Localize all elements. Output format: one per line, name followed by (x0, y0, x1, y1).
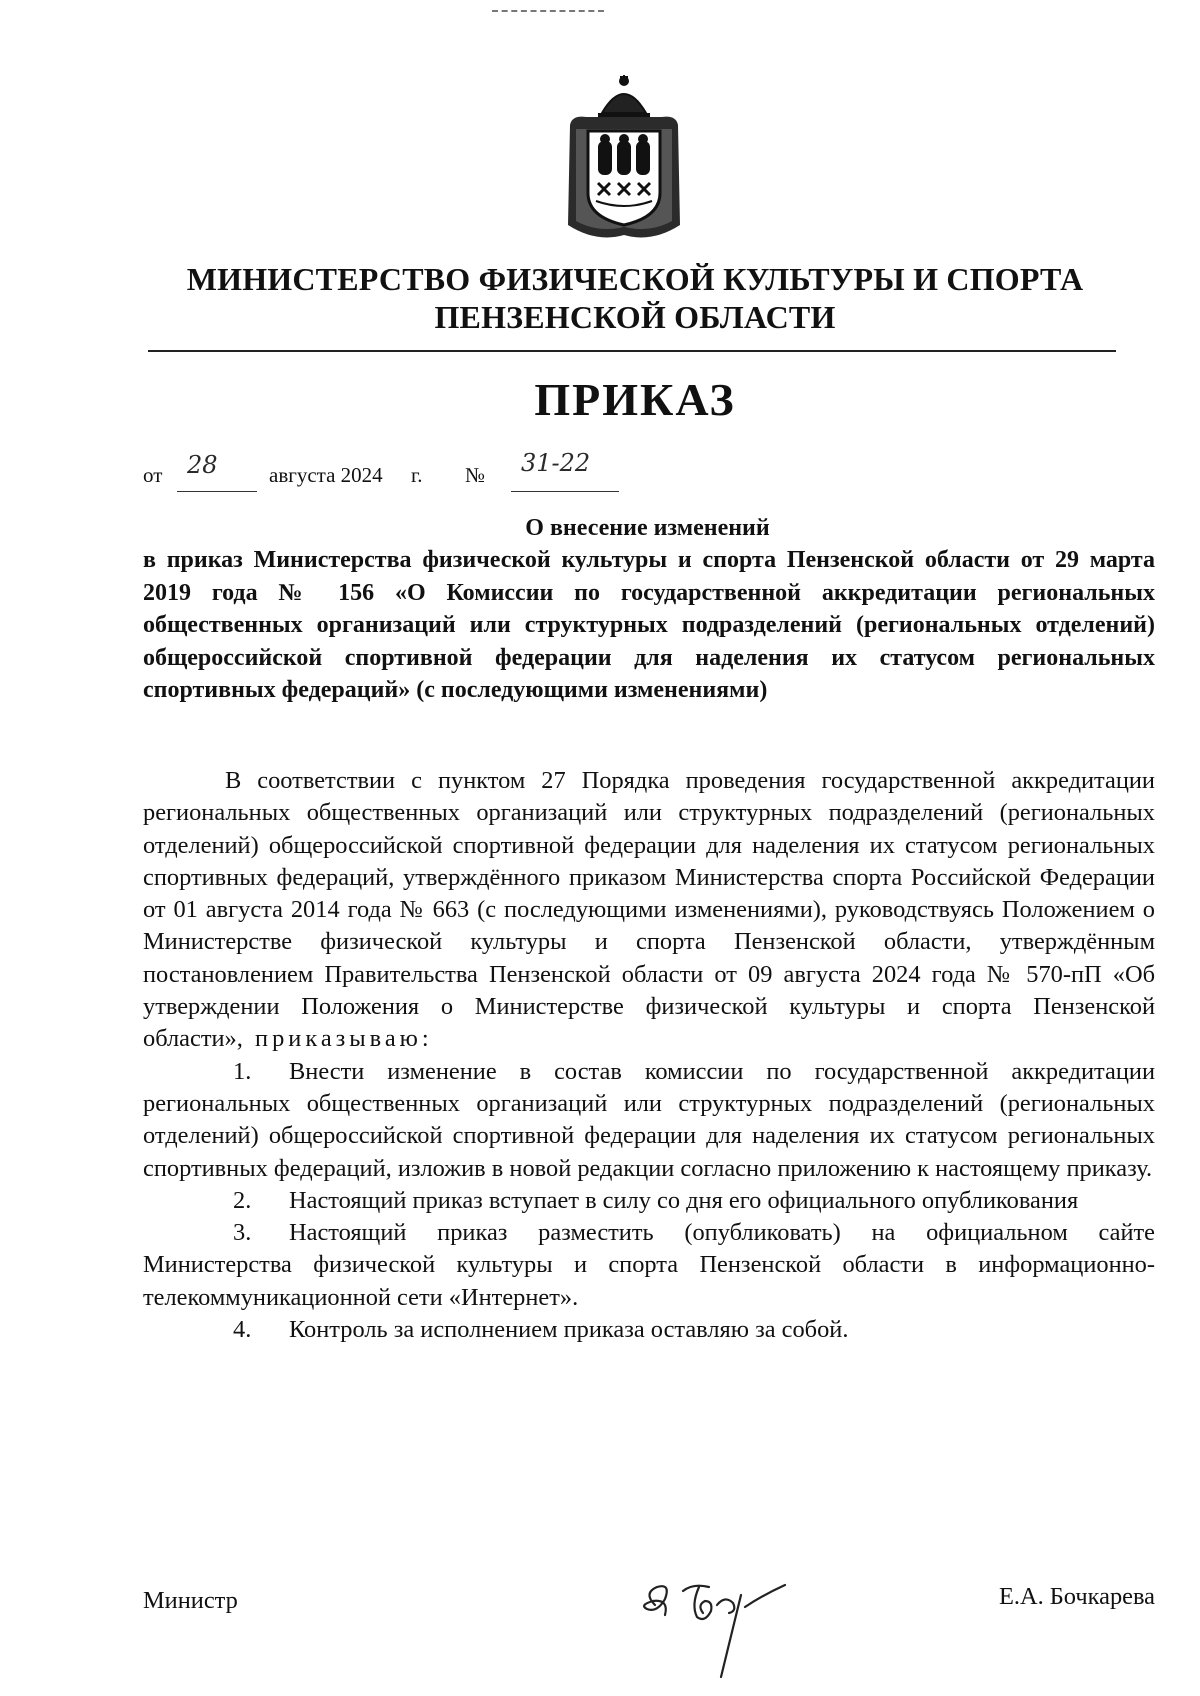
list-item-number: 1. (233, 1057, 252, 1085)
document-type-title: ПРИКАЗ (534, 374, 736, 425)
scan-artifact (492, 10, 604, 12)
list-item-number: 3. (233, 1219, 252, 1247)
signatory-name: Е.А. Бочкарева (999, 1583, 1155, 1610)
list-item (143, 1185, 1155, 1217)
date-day-underline (177, 491, 257, 492)
list-item-text: Настоящий приказ вступает в силу со дня его официального опубликования (289, 1186, 1079, 1214)
number-sign: № (465, 463, 486, 487)
order-word: приказываю: (255, 1025, 433, 1053)
ministry-name (130, 260, 1140, 336)
subject-text: в приказ Министерства физической культуры и спорта Пензенской области от 29 марта 2019 года № 156 «О Комиссии по государственной аккредитации региональных общественных организаций или структурных подразделений (региональных отделений) общероссийской спортивной федерации для наделения их статусом региональных спортивных федераций» (с последующими изменениями) (143, 547, 1155, 703)
list-item-number: 2. (233, 1186, 252, 1214)
handwritten-signature (613, 1565, 813, 1685)
document-body (143, 765, 1155, 1346)
header-divider (148, 350, 1116, 352)
preamble-text: В соответствии с пунктом 27 Порядка проведения государственной аккредитации региональных общественных организаций или структурных подразделений (региональных отделений) общероссийской спортивной федерации для наделения их статусом региональных спортивных федераций, утверждённого приказом Министерства спорта Российской Федерации от 01 августа 2014 года № 663 (с последующими изменениями), руководствуясь Положением о Министерстве физической культуры и спорта Пензенской области, утверждённым постановлением Правительства Пензенской области от 09 августа 2024 года № 570-пП «Об утверждении Положения о Министерстве физической культуры и спорта Пензенской области», (143, 767, 1155, 1053)
list-item-text: Контроль за исполнением приказа оставляю за собой. (289, 1316, 849, 1344)
subject-title: О внесение изменений (525, 515, 770, 541)
date-prefix: от (143, 463, 163, 487)
list-item (143, 1314, 1155, 1346)
order-number-underline (511, 491, 619, 492)
date-number-line (143, 449, 843, 495)
signatory-role: Министр (143, 1587, 238, 1614)
list-item-text: Настоящий приказ разместить (опубликовать) на официальном сайте Министерства физической культуры и спорта Пензенской области в информационно-телекоммуникационной сети «Интернет». (143, 1219, 1155, 1311)
date-month-year: августа 2024 (269, 463, 383, 487)
order-number-handwritten: 31-22 (521, 449, 591, 477)
signature-block (143, 1575, 1155, 1695)
list-item (143, 1217, 1155, 1314)
list-item-text: Внести изменение в состав комиссии по государственной аккредитации региональных общественных организаций или структурных подразделений (региональных отделений) общероссийской спортивной федерации для наделения их статусом региональных спортивных федераций, изложив в новой редакции согласно приложению к настоящему приказу. (143, 1057, 1155, 1182)
ministry-name-line2: ПЕНЗЕНСКОЙ ОБЛАСТИ (434, 299, 836, 335)
date-year-suffix: г. (411, 463, 423, 487)
list-item-number: 4. (233, 1316, 252, 1344)
coat-of-arms-emblem (562, 75, 686, 243)
list-item (143, 1056, 1155, 1185)
date-day-handwritten: 28 (187, 451, 218, 479)
ministry-name-line1: МИНИСТЕРСТВО ФИЗИЧЕСКОЙ КУЛЬТУРЫ И СПОРТА (186, 261, 1084, 297)
preamble-paragraph (143, 765, 1155, 1056)
